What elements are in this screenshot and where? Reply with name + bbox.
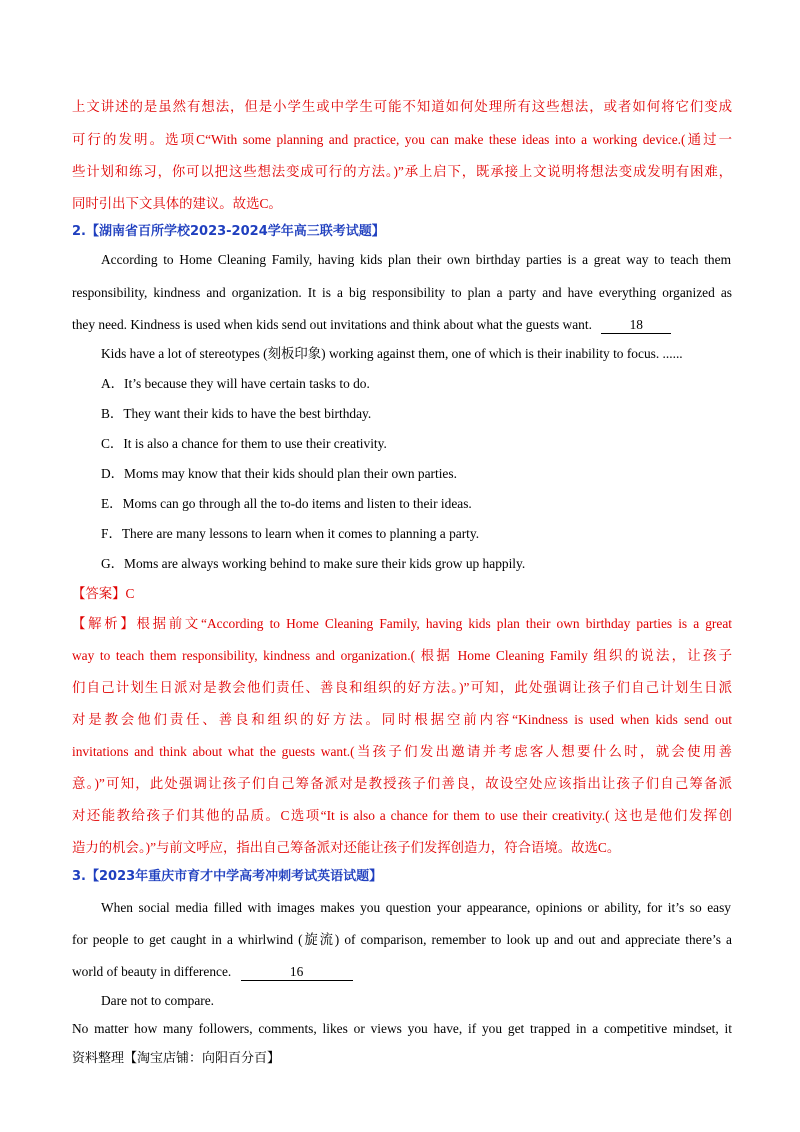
q2-passage-line-3: [72, 315, 732, 335]
q2-next-line: Kids have a lot of stereotypes (刻板印象) working against them, one of which is their inability to focus. ......: [101, 346, 683, 361]
q3-passage-line-3: [72, 962, 732, 982]
intro-line-2: 可行的发明。选项C“With some planning and practice, you can make these ideas into a working device.(通过一: [72, 132, 732, 147]
q2-option-f: F．There are many lessons to learn when it comes to planning a party.: [101, 526, 480, 541]
q3-next-line: Dare not to compare.: [101, 993, 215, 1008]
q2-option-g: G．Moms are always working behind to make sure their kids grow up happily.: [101, 556, 526, 571]
q2-analysis-line-1: 【解析】根据前文“According to Home Cleaning Family, having kids plan their own birthday parties is a great: [72, 616, 732, 631]
q3-last-line: No matter how many followers, comments, likes or views you have, if you get trapped in a competitive mindset, it: [72, 1021, 732, 1036]
q2-option-c: C．It is also a chance for them to use their creativity.: [101, 436, 387, 451]
footer-source: 资料整理【淘宝店铺：向阳百分百】: [72, 1051, 281, 1066]
q2-analysis-line-3: 们自己计划生日派对是教会他们责任、善良和组织的好方法。)”可知，此处强调让孩子们自己计划生日派: [72, 680, 732, 695]
q2-option-e: E．Moms can go through all the to-do items and listen to their ideas.: [101, 496, 472, 511]
intro-line-1: 上文讲述的是虽然有想法，但是小学生或中学生可能不知道如何处理所有这些想法，或者如何将它们变成: [72, 99, 732, 114]
q2-analysis-line-5: invitations and think about what the guests want.(当孩子们发出邀请并考虑客人想要什么时，就会使用善: [72, 744, 732, 759]
q2-option-d: D．Moms may know that their kids should plan their own parties.: [101, 466, 457, 481]
q2-passage-line-2: responsibility, kindness and organization. It is a big responsibility to plan a party and have everything organized as: [72, 285, 732, 300]
q3-blank: 16: [241, 964, 353, 981]
q2-option-a: A．It’s because they will have certain tasks to do.: [101, 376, 370, 391]
q2-analysis-line-2: way to teach them responsibility, kindness and organization.( 根据 Home Cleaning Family 组织的说法，让孩子: [72, 648, 732, 663]
intro-line-3: 些计划和练习，你可以把这些想法变成可行的方法。)”承上启下，既承接上文说明将想法变成发明有困难，: [72, 164, 732, 179]
q2-heading: 2.【湖南省百所学校2023-2024学年高三联考试题】: [72, 224, 385, 239]
q3-passage-line-2: for people to get caught in a whirlwind (旋流) of comparison, remember to look up and out and appreciate there’s a: [72, 932, 732, 947]
q3-passage-line-1: When social media filled with images makes you question your appearance, opinions or ability, for it’s so easy: [101, 900, 731, 915]
q2-passage-text: they need. Kindness is used when kids send out invitations and think about what the guests want.: [72, 317, 592, 332]
q3-heading: 3.【2023年重庆市育才中学高考冲刺考试英语试题】: [72, 869, 383, 884]
q2-analysis-line-4: 对是教会他们责任、善良和组织的好方法。同时根据空前内容“Kindness is used when kids send out: [72, 712, 732, 727]
q2-analysis-line-6: 意。)”可知，此处强调让孩子们自己筹备派对是教授孩子们善良，故设空处应该指出让孩子们自己筹备派: [72, 776, 732, 791]
q3-passage-text: world of beauty in difference.: [72, 964, 232, 979]
q2-answer: 【答案】C: [72, 586, 135, 601]
intro-line-4: 同时引出下文具体的建议。故选C。: [72, 196, 282, 211]
q2-blank: 18: [601, 317, 671, 334]
q2-option-b: B．They want their kids to have the best birthday.: [101, 406, 372, 421]
q2-passage-line-1: According to Home Cleaning Family, having kids plan their own birthday parties is a great way to teach them: [101, 252, 731, 267]
q2-analysis-line-8: 造力的机会。)”与前文呼应，指出自己筹备派对还能让孩子们发挥创造力，符合语境。故选C。: [72, 840, 621, 855]
q2-analysis-line-7: 对还能教给孩子们其他的品质。C选项“It is also a chance for them to use their creativity.( 这也是他们发挥创: [72, 808, 732, 823]
